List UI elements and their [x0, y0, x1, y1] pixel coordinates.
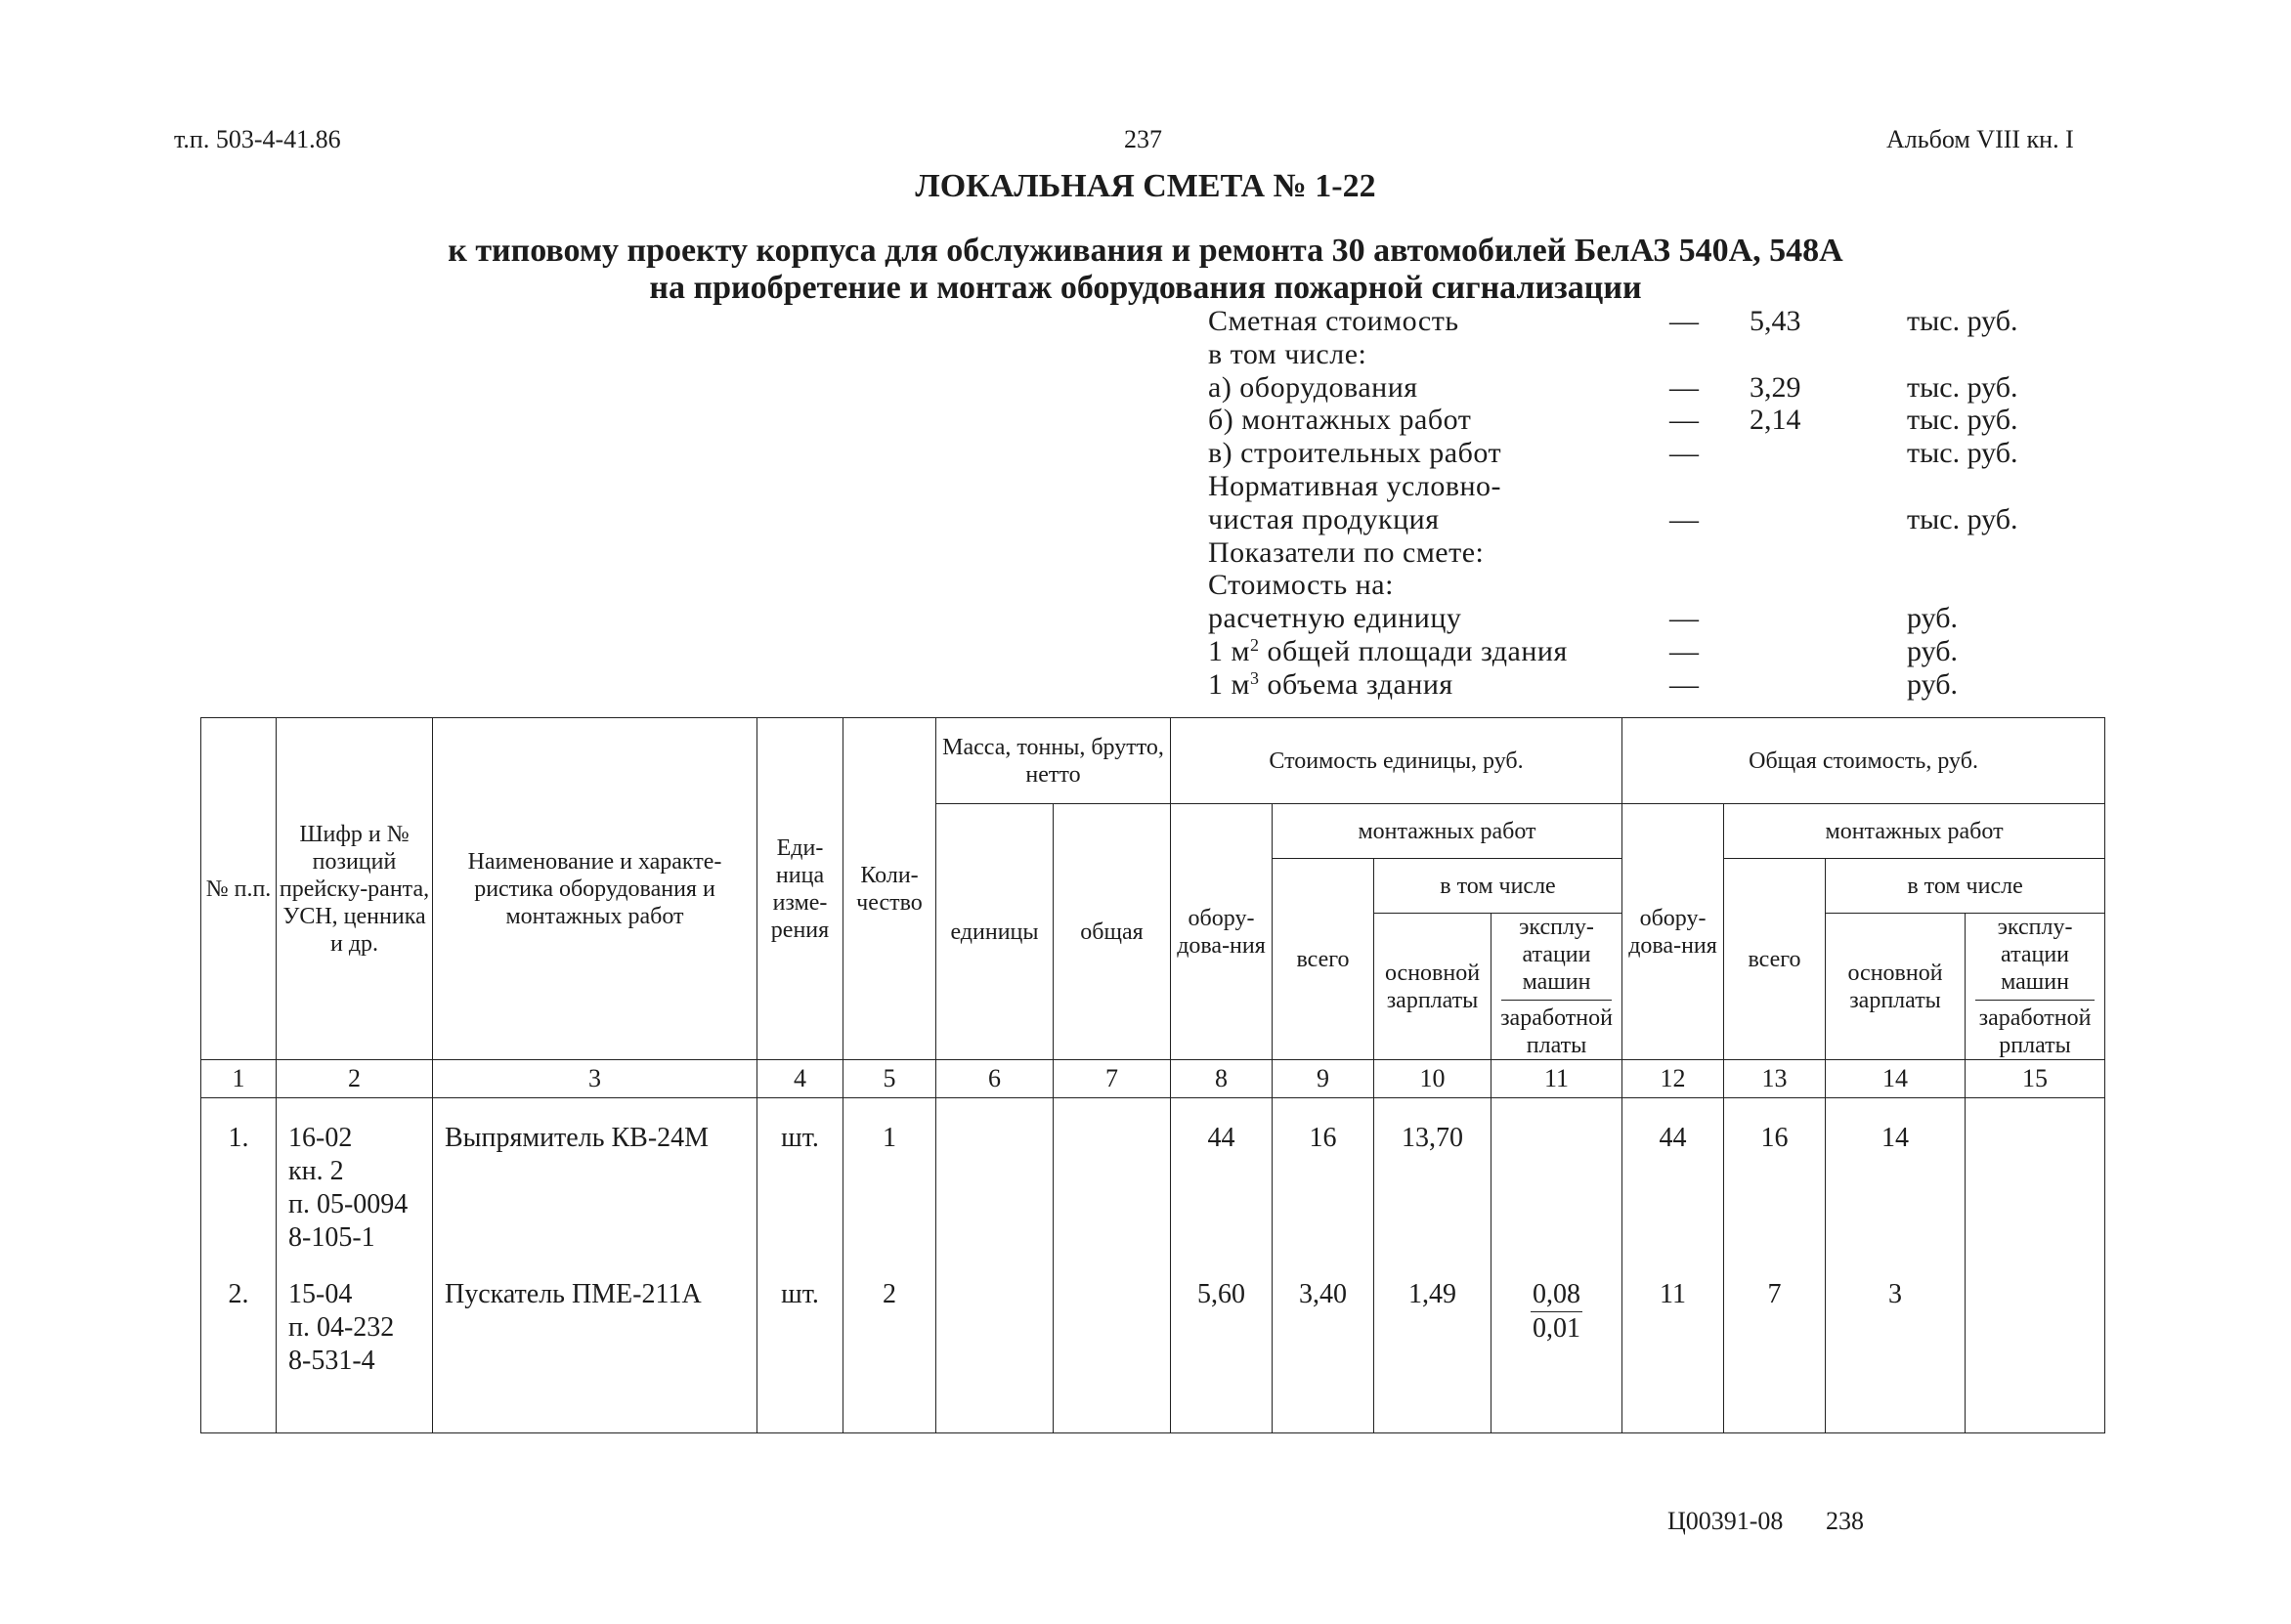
summary-row-area: 1 $м^2$ общей площади здания — руб. [1208, 634, 1958, 667]
cell-total-salary: 3 [1826, 1278, 1966, 1433]
cell-qty: 1 [843, 1098, 936, 1279]
cell-total-machines [1966, 1098, 2105, 1279]
header-row-1 [201, 718, 2105, 804]
table-row [201, 1098, 2105, 1279]
col-header-total-salary: основной зарплаты [1826, 914, 1966, 1060]
footer-code: Ц00391-08 [1667, 1507, 1784, 1535]
col-header-code: Шифр и № позиций прейску-ранта, УСН, ценника и др. [277, 718, 433, 1060]
cost-summary [1208, 305, 2068, 702]
col-number: 13 [1724, 1060, 1826, 1098]
col-number: 11 [1491, 1060, 1622, 1098]
document-subtitle-1: к типовому проекту корпуса для обслуживания и ремонта 30 автомобилей БелАЗ 540А, 548А [448, 233, 1843, 269]
col-number: 8 [1171, 1060, 1273, 1098]
summary-row: в том числе: [1208, 337, 1367, 370]
col-header-name: Наименование и характе-ристика оборудования и монтажных работ [433, 718, 757, 1060]
cell-salary: 1,49 [1374, 1278, 1491, 1433]
col-number: 9 [1273, 1060, 1374, 1098]
col-header-equipment: обору-дова-ния [1171, 804, 1273, 1060]
col-number: 15 [1966, 1060, 2105, 1098]
summary-row: б) монтажных работ — 2,14 тыс. руб. [1208, 404, 2018, 437]
cell-total-machines [1966, 1278, 2105, 1433]
col-number: 14 [1826, 1060, 1966, 1098]
col-header-unit-cost: Стоимость единицы, руб. [1171, 718, 1622, 804]
cell-total-salary: 14 [1826, 1098, 1966, 1279]
summary-row: Нормативная условно- [1208, 469, 1502, 502]
cell-total-mount-all: 16 [1724, 1098, 1826, 1279]
col-header-mass-total: общая [1054, 804, 1171, 1060]
cell-total-mount-all: 7 [1724, 1278, 1826, 1433]
col-number: 5 [843, 1060, 936, 1098]
cell-qty: 2 [843, 1278, 936, 1433]
col-header-salary: основной зарплаты [1374, 914, 1491, 1060]
col-number: 7 [1054, 1060, 1171, 1098]
col-header-mass: Масса, тонны, брутто, нетто [936, 718, 1171, 804]
cell-no: 1. [201, 1098, 277, 1279]
col-number: 3 [433, 1060, 757, 1098]
col-header-no: № п.п. [201, 718, 277, 1060]
footer-page-number: 238 [1826, 1507, 1864, 1535]
col-number: 6 [936, 1060, 1054, 1098]
col-number: 1 [201, 1060, 277, 1098]
summary-row: Показатели по смете: [1208, 535, 1485, 569]
col-header-total-including: в том числе [1826, 859, 2105, 914]
col-header-qty: Коли-чество [843, 718, 936, 1060]
cell-unit: шт. [757, 1098, 843, 1279]
cell-mount-all: 3,40 [1273, 1278, 1374, 1433]
col-header-including: в том числе [1374, 859, 1622, 914]
summary-row-volume: 1 $м^3$ объема здания — руб. [1208, 667, 1958, 701]
cell-total-equipment: 11 [1622, 1278, 1724, 1433]
estimate-table [200, 717, 2105, 1433]
cell-mass-unit [936, 1278, 1054, 1433]
col-header-total-machines: эксплу-атации машин заработной рплаты [1966, 914, 2105, 1060]
document-subtitle-2: на приобретение и монтаж оборудования пожарной сигнализации [649, 270, 1642, 306]
col-header-mount-all: всего [1273, 859, 1374, 1060]
col-header-mass-unit: единицы [936, 804, 1054, 1060]
col-header-total-equipment: обору-дова-ния [1622, 804, 1724, 1060]
summary-row: Стоимость на: [1208, 569, 1394, 602]
cell-equipment: 44 [1171, 1098, 1273, 1279]
cell-mass-total [1054, 1098, 1171, 1279]
col-header-mounting: монтажных работ [1273, 804, 1622, 859]
summary-row: Сметная стоимость — 5,43 тыс. руб. [1208, 305, 2018, 337]
cell-mass-unit [936, 1098, 1054, 1279]
summary-row: чистая продукция — тыс. руб. [1208, 502, 2018, 535]
cell-machines [1491, 1098, 1622, 1279]
col-number: 4 [757, 1060, 843, 1098]
col-header-unit: Еди-ница изме-рения [757, 718, 843, 1060]
cell-machines: $\frac{0,08}{0,01}$ [1491, 1278, 1622, 1433]
cell-name: Выпрямитель КВ-24М [433, 1098, 757, 1279]
header-doc-ref: т.п. 503-4-41.86 [174, 125, 341, 153]
cell-no: 2. [201, 1278, 277, 1433]
cell-equipment: 5,60 [1171, 1278, 1273, 1433]
header-page-number: 237 [1124, 125, 1162, 153]
col-header-machines: эксплу-атации машин заработной платы [1491, 914, 1622, 1060]
cell-mount-all: 16 [1273, 1098, 1374, 1279]
col-header-total-mounting: монтажных работ [1724, 804, 2105, 859]
cell-code: 15-04 п. 04-232 8-531-4 [277, 1278, 433, 1433]
summary-row: расчетную единицу — руб. [1208, 602, 1958, 635]
cell-code: 16-02 кн. 2 п. 05-0094 8-105-1 [277, 1098, 433, 1279]
cell-name: Пускатель ПМЕ-211А [433, 1278, 757, 1433]
col-number: 10 [1374, 1060, 1491, 1098]
cell-mass-total [1054, 1278, 1171, 1433]
table-row [201, 1278, 2105, 1433]
cell-unit: шт. [757, 1278, 843, 1433]
cell-total-equipment: 44 [1622, 1098, 1724, 1279]
document-title: ЛОКАЛЬНАЯ СМЕТА № 1-22 [915, 168, 1376, 204]
col-number: 2 [277, 1060, 433, 1098]
cell-salary: 13,70 [1374, 1098, 1491, 1279]
col-header-total-mount-all: всего [1724, 859, 1826, 1060]
summary-row: в) строительных работ — тыс. руб. [1208, 437, 2018, 470]
header-album: Альбом VIII кн. I [1886, 125, 2074, 153]
summary-row: а) оборудования — 3,29 тыс. руб. [1208, 370, 2018, 404]
col-header-total-cost: Общая стоимость, руб. [1622, 718, 2105, 804]
col-number: 12 [1622, 1060, 1724, 1098]
column-numbers-row [201, 1060, 2105, 1098]
